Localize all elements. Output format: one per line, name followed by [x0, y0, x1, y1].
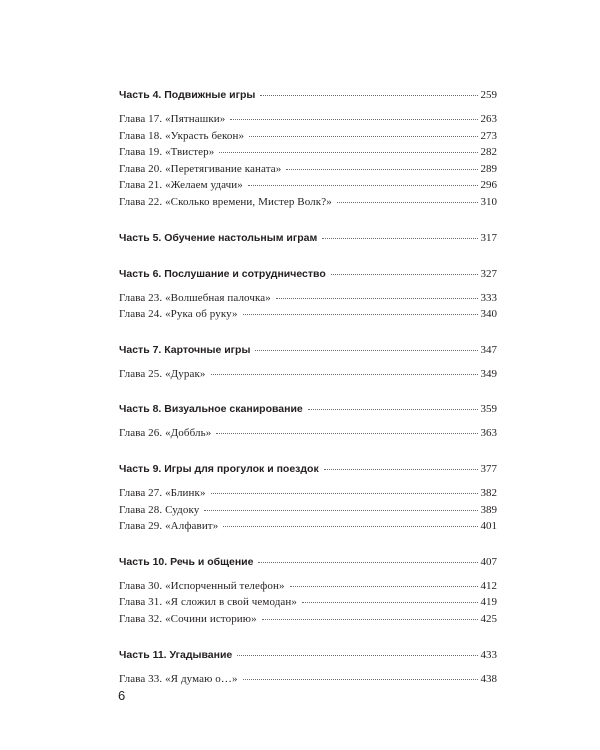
toc-part-title: Часть 9. Игры для прогулок и поездок	[119, 462, 319, 475]
toc-chapter-title: Глава 22. «Сколько времени, Мистер Волк?»	[119, 195, 332, 208]
dot-leader	[255, 350, 477, 351]
toc-chapter-page-number: 310	[480, 195, 497, 208]
toc-part	[119, 231, 497, 246]
toc-part-page-number: 433	[480, 648, 497, 661]
dot-leader	[248, 185, 478, 186]
toc-chapter	[119, 128, 497, 145]
toc-section	[119, 402, 497, 462]
toc-chapter	[119, 611, 497, 628]
toc-section	[119, 555, 497, 648]
toc-chapter-title: Глава 30. «Испорченный телефон»	[119, 579, 285, 592]
toc-chapter-page-number: 363	[480, 427, 497, 440]
dot-leader	[324, 469, 478, 470]
toc-part-page-number: 347	[480, 343, 497, 356]
page-number: 6	[118, 688, 126, 703]
toc-chapter-title: Глава 31. «Я сложил в свой чемодан»	[119, 596, 298, 609]
toc-chapter-title: Глава 33. «Я думаю о…»	[119, 672, 238, 685]
toc-chapter	[119, 485, 497, 502]
toc-chapter	[119, 161, 497, 178]
toc-part	[119, 555, 497, 570]
toc-chapter	[119, 502, 497, 519]
dot-leader	[230, 119, 477, 120]
toc-chapter-title: Глава 20. «Перетягивание каната»	[119, 162, 282, 175]
toc-chapter-title: Глава 32. «Сочини историю»	[119, 612, 257, 625]
toc-chapter	[119, 194, 497, 211]
toc-chapter-page-number: 296	[480, 179, 497, 192]
toc-chapter	[119, 425, 497, 442]
toc-chapter	[119, 594, 497, 611]
toc-chapter-page-number: 382	[480, 486, 497, 499]
dot-leader	[260, 95, 477, 96]
toc-chapter-page-number: 419	[480, 596, 497, 609]
dot-leader	[243, 679, 478, 680]
dot-leader	[302, 602, 477, 603]
toc-chapter-title: Глава 28. Судоку	[119, 503, 200, 516]
toc-part-page-number: 359	[480, 403, 497, 416]
toc-chapter-page-number: 333	[480, 291, 497, 304]
toc-chapter-page-number: 389	[480, 503, 497, 516]
toc-part-title: Часть 4. Подвижные игры	[119, 89, 256, 101]
toc-chapter	[119, 290, 497, 307]
toc-section	[119, 267, 497, 343]
toc-chapter-page-number: 412	[480, 579, 497, 592]
toc-section	[119, 648, 497, 688]
toc-part	[119, 648, 497, 663]
toc-chapter-title: Глава 19. «Твистер»	[119, 146, 215, 159]
toc-chapter	[119, 306, 497, 323]
toc-chapter-page-number: 438	[480, 672, 497, 685]
toc-chapter-title: Глава 18. «Украсть бекон»	[119, 129, 245, 142]
dot-leader	[243, 314, 478, 315]
toc-chapter-title: Глава 24. «Рука об руку»	[119, 308, 238, 321]
toc-chapter-title: Глава 23. «Волшебная палочка»	[119, 291, 271, 304]
toc-part-page-number: 317	[480, 231, 497, 244]
toc-part-title: Часть 6. Послушание и сотрудничество	[119, 267, 326, 280]
table-of-contents	[119, 88, 497, 687]
toc-chapter-title: Глава 25. «Дурак»	[119, 367, 206, 380]
toc-part	[119, 462, 497, 477]
dot-leader	[290, 586, 478, 587]
dot-leader	[204, 510, 477, 511]
toc-part-page-number: 259	[480, 89, 497, 101]
toc-part-title: Часть 7. Карточные игры	[119, 343, 251, 356]
toc-chapter-page-number: 282	[480, 146, 497, 159]
toc-part-title: Часть 11. Угадывание	[119, 648, 233, 661]
toc-chapter-page-number: 273	[480, 129, 497, 142]
dot-leader	[249, 136, 477, 137]
toc-chapter	[119, 518, 497, 535]
toc-part-title: Часть 8. Визуальное сканирование	[119, 403, 303, 416]
toc-chapter-title: Глава 29. «Алфавит»	[119, 520, 219, 533]
toc-chapter-page-number: 425	[480, 612, 497, 625]
toc-chapter	[119, 671, 497, 688]
toc-section	[119, 88, 497, 231]
toc-chapter-page-number: 340	[480, 308, 497, 321]
toc-chapter	[119, 366, 497, 383]
dot-leader	[337, 202, 478, 203]
dot-leader	[258, 562, 477, 563]
dot-leader	[223, 526, 477, 527]
toc-chapter-title: Глава 17. «Пятнашки»	[119, 113, 226, 125]
dot-leader	[322, 238, 477, 239]
toc-chapter	[119, 177, 497, 194]
dot-leader	[276, 298, 478, 299]
toc-part-title: Часть 5. Обучение настольным играм	[119, 231, 318, 244]
dot-leader	[219, 152, 477, 153]
toc-part	[119, 343, 497, 358]
toc-part-title: Часть 10. Речь и общение	[119, 555, 254, 568]
toc-part	[119, 267, 497, 282]
dot-leader	[211, 493, 478, 494]
toc-chapter	[119, 111, 497, 128]
toc-chapter-page-number: 263	[480, 113, 497, 125]
toc-section	[119, 462, 497, 555]
toc-section	[119, 343, 497, 403]
dot-leader	[262, 619, 478, 620]
dot-leader	[331, 274, 478, 275]
dot-leader	[211, 374, 478, 375]
dot-leader	[216, 433, 477, 434]
toc-chapter-page-number: 289	[480, 162, 497, 175]
toc-part	[119, 88, 497, 103]
toc-part-page-number: 327	[480, 267, 497, 280]
toc-chapter-page-number: 401	[480, 520, 497, 533]
toc-part-page-number: 407	[480, 555, 497, 568]
toc-chapter-page-number: 349	[480, 367, 497, 380]
toc-chapter-title: Глава 27. «Блинк»	[119, 486, 206, 499]
toc-section	[119, 231, 497, 267]
dot-leader	[308, 409, 478, 410]
toc-chapter-title: Глава 21. «Желаем удачи»	[119, 179, 243, 192]
toc-chapter	[119, 144, 497, 161]
toc-part	[119, 402, 497, 417]
toc-chapter	[119, 578, 497, 595]
toc-part-page-number: 377	[480, 462, 497, 475]
dot-leader	[286, 169, 477, 170]
toc-chapter-title: Глава 26. «Доббль»	[119, 427, 212, 440]
dot-leader	[237, 655, 477, 656]
